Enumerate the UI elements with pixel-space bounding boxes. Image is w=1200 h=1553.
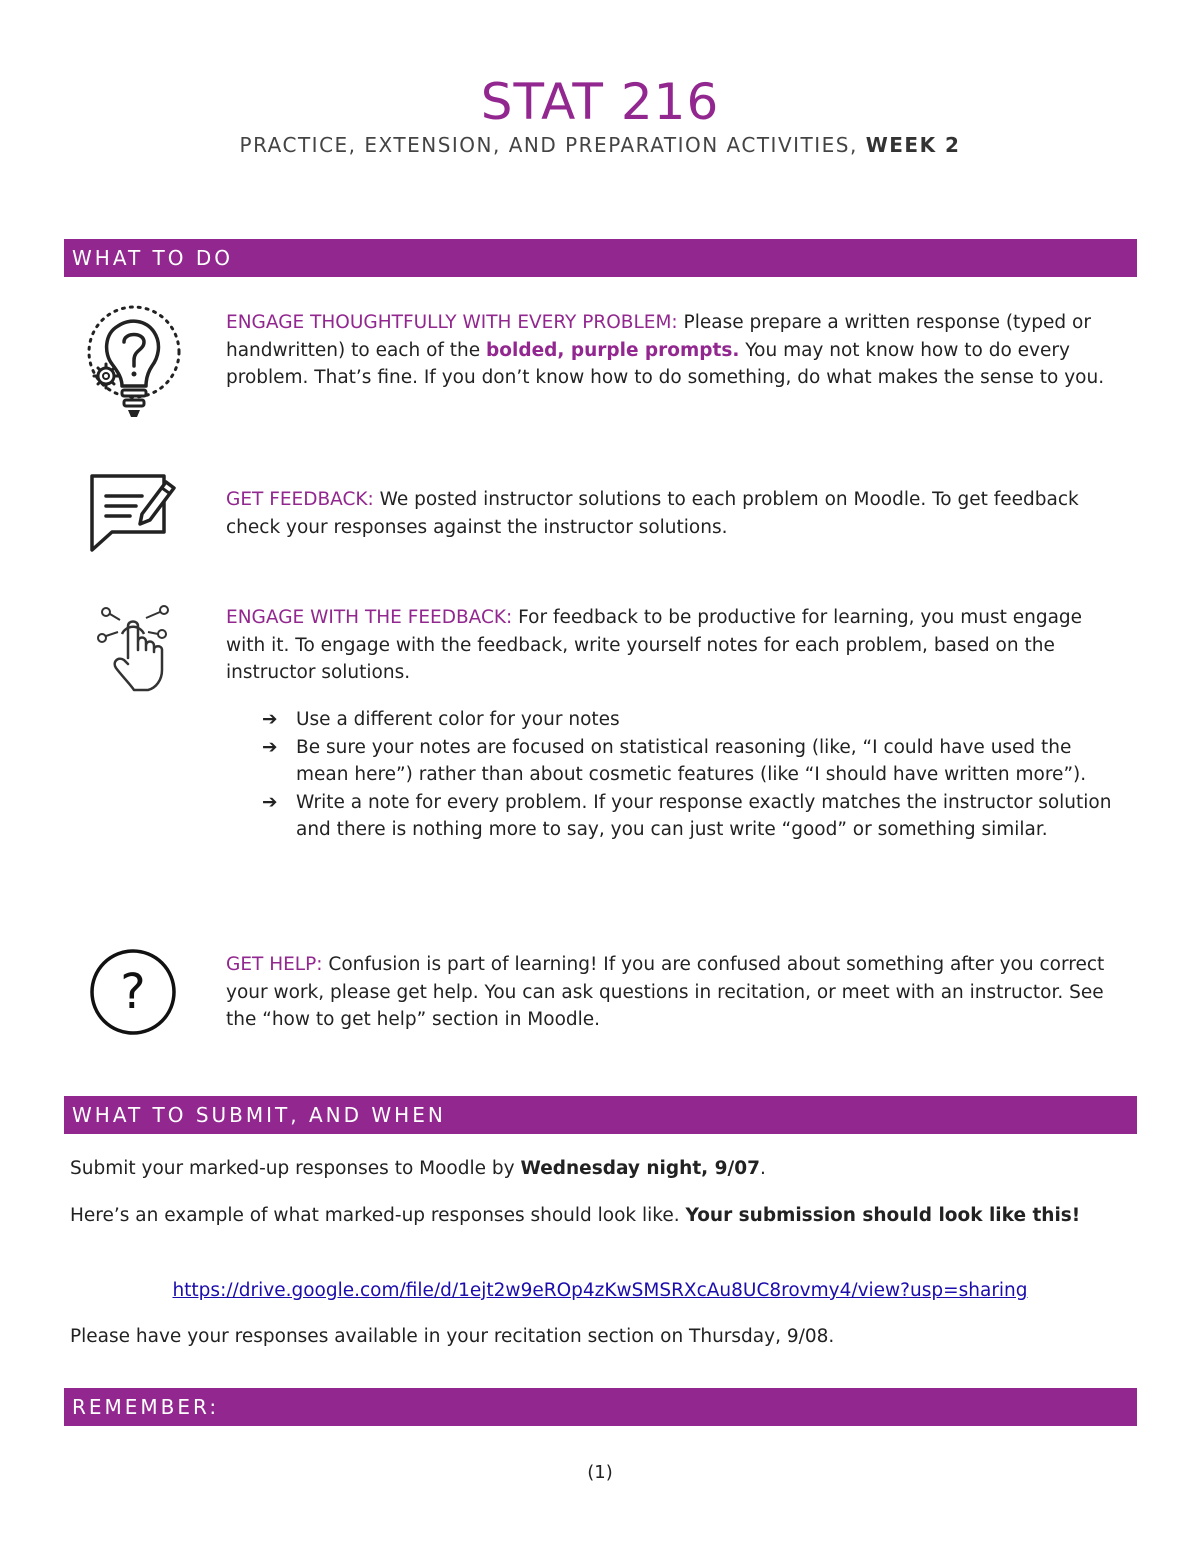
engage-feedback-text: For feedback to be productive for learning, you must engage with it. To engage with the feedback, write yourself notes for each problem, based on the instructor solutions.	[226, 607, 1083, 683]
engage-feedback-lead: ENGAGE WITH THE FEEDBACK:	[226, 607, 513, 628]
list-item	[262, 789, 1122, 844]
arrow-right-icon: ➔	[262, 791, 278, 813]
document-title: STAT 216	[480, 73, 720, 131]
example-submission-link[interactable]: https://drive.google.com/file/d/1ejt2w9eROp4zKwSMSRXcAu8UC8rovmy4/view?usp=sharing	[172, 1280, 1028, 1301]
bullet-text: Write a note for every problem. If your response exactly matches the instructor solution and there is nothing more to say, you can just write “good” or something similar.	[296, 791, 1112, 840]
lightbulb-gear-icon	[82, 304, 186, 424]
bullet-text: Be sure your notes are focused on statistical reasoning (like, “I could have used the mean here”) rather than about cosmetic features (like “I should have written more”).	[296, 736, 1087, 785]
feedback-text: We posted instructor solutions to each problem on Moodle. To get feedback check your responses against the instructor solutions.	[226, 489, 1079, 538]
touch-gesture-icon	[96, 604, 172, 694]
feedback-paragraph	[226, 486, 1126, 541]
arrow-right-icon: ➔	[262, 736, 278, 758]
submit-deadline-text	[70, 1155, 1130, 1183]
submit-example-text	[70, 1202, 1130, 1230]
arrow-right-icon: ➔	[262, 709, 278, 730]
submit-line1-end: .	[760, 1158, 766, 1179]
list-item	[262, 734, 1122, 789]
svg-text:?: ?	[120, 964, 146, 1020]
section-header-what-to-submit: WHAT TO SUBMIT, AND WHEN	[64, 1096, 1137, 1134]
engage-paragraph	[226, 309, 1126, 392]
engage-lead: ENGAGE THOUGHTFULLY WITH EVERY PROBLEM:	[226, 312, 678, 333]
feedback-lead: GET FEEDBACK:	[226, 489, 374, 510]
help-text: Confusion is part of learning! If you are confused about something after you correct your work, please get help. You can ask questions in recitation, or meet with an instructor. See the “how to get help” section in Moodle.	[226, 954, 1105, 1030]
engage-bold-prompt: bolded, purple prompts.	[486, 339, 740, 361]
submit-line1-text: Submit your marked-up responses to Moodle by	[70, 1158, 521, 1179]
subtitle-main: PRACTICE, EXTENSION, AND PREPARATION ACTIVITIES,	[239, 133, 858, 157]
message-edit-icon	[86, 470, 178, 556]
section-header-remember: REMEMBER:	[64, 1388, 1137, 1426]
engage-text-2: You may not know how to do every problem. That’s fine. If you don’t know how to do something, do what makes the sense to you.	[226, 339, 1105, 388]
submit-line2-text: Here’s an example of what marked-up responses should look like.	[70, 1205, 686, 1226]
list-item	[262, 706, 1122, 734]
help-paragraph	[226, 951, 1126, 1034]
section-header-what-to-do: WHAT TO DO	[64, 239, 1137, 277]
recitation-text: Please have your responses available in your recitation section on Thursday, 9/08.	[70, 1326, 835, 1347]
page-number: (1)	[587, 1462, 613, 1483]
engage-feedback-paragraph	[226, 604, 1126, 687]
help-lead: GET HELP:	[226, 954, 323, 975]
feedback-bullet-list	[262, 706, 1122, 844]
submit-deadline: Wednesday night, 9/07	[520, 1158, 761, 1179]
question-circle-icon	[89, 948, 177, 1036]
document-subtitle	[0, 132, 1200, 158]
engage-text-1: Please prepare a written response (typed or handwritten) to each of the	[226, 312, 1091, 361]
example-link-container	[0, 1277, 1200, 1305]
subtitle-week: WEEK 2	[865, 133, 961, 157]
submit-example-bold: Your submission should look like this!	[685, 1205, 1081, 1226]
bullet-text: Use a different color for your notes	[296, 709, 620, 730]
